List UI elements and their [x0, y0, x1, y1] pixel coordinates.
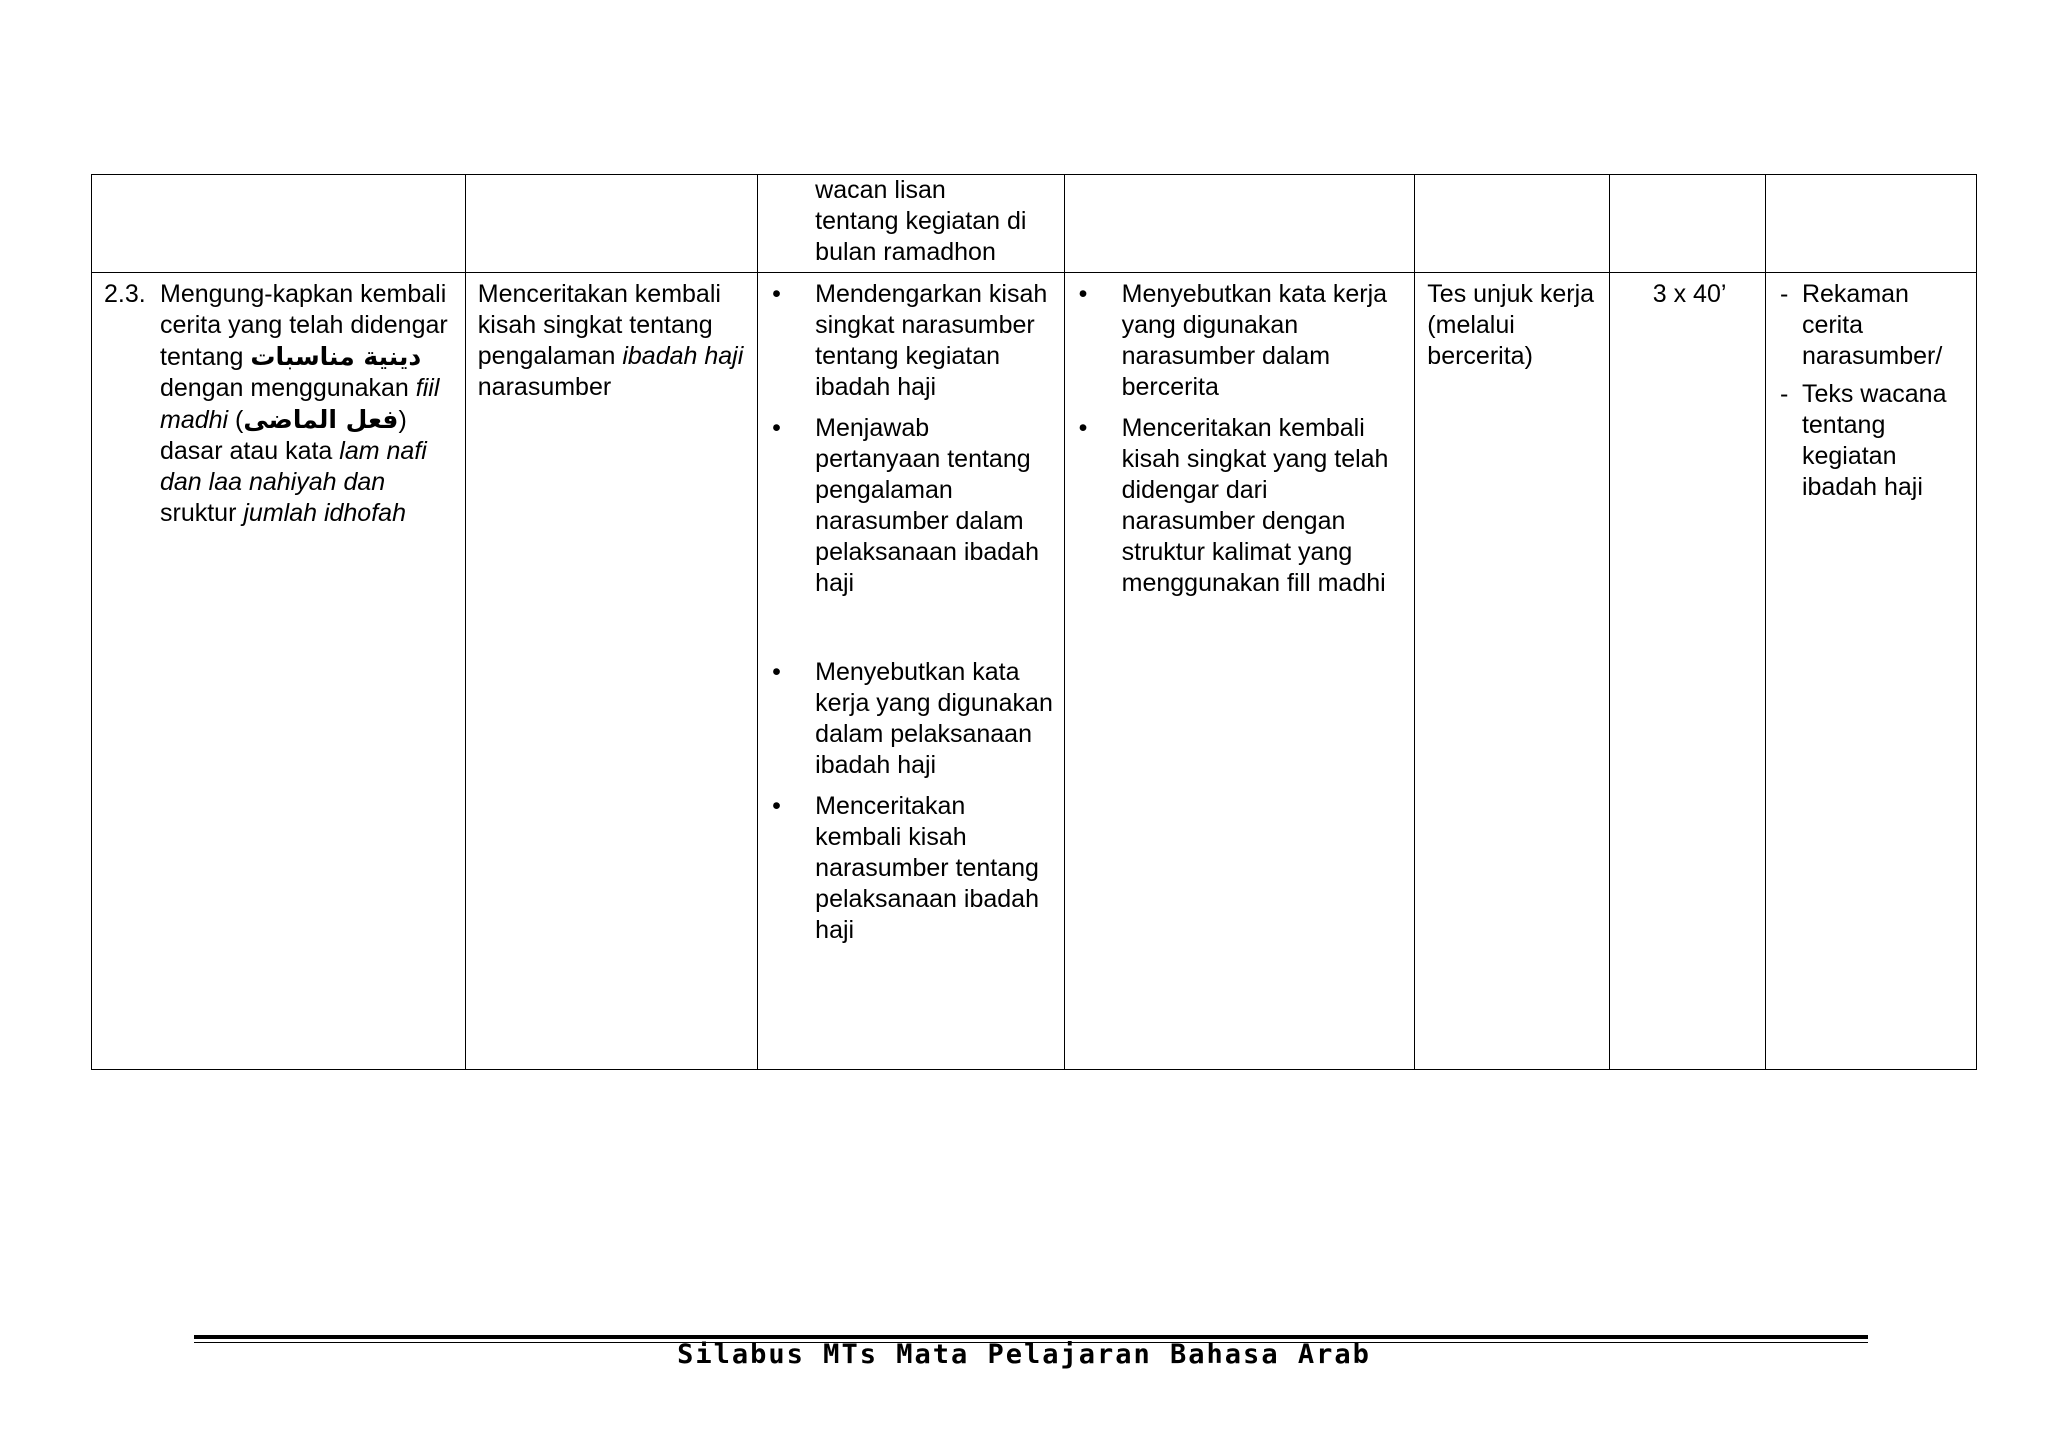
italic-term: ibadah haji [622, 342, 744, 370]
kegiatan-list [770, 279, 1055, 946]
list-item: - Rekaman cerita narasumber/ [1778, 279, 1968, 372]
text-run: dengan menggunakan [160, 374, 416, 402]
table-row-continuation [92, 175, 1977, 273]
silabus-table [91, 174, 1977, 1070]
kd-text [160, 279, 461, 529]
italic-term: lam nafi dan laa nahiyah dan [160, 437, 427, 496]
cell-kegiatan-continuation [758, 175, 1064, 273]
cell-indikator [1064, 175, 1415, 273]
text-run: Mengung-kapkan kembali cerita yang telah didengar tentang [160, 280, 448, 371]
list-item: • Menceritakan kembali kisah narasumber tentang pelaksanaan ibadah haji [770, 791, 1055, 946]
table-row [92, 273, 1977, 1070]
cell-materi [465, 175, 757, 273]
text-run: sruktur [160, 499, 244, 527]
cell-sumber [1765, 175, 1976, 273]
text-line: bulan ramadhon [815, 238, 996, 266]
italic-term: fiil madhi [160, 374, 440, 434]
cell-kegiatan [758, 273, 1064, 1070]
list-item: • Menjawab pertanyaan tentang pengalaman narasumber dalam pelaksanaan ibadah haji [770, 413, 1055, 599]
cell-penilaian: Tes unjuk kerja (melalui bercerita) [1415, 273, 1610, 1070]
arabic-text: فعل الماضى [243, 405, 399, 434]
list-item: - Teks wacana tentang kegiatan ibadah haji [1778, 379, 1968, 503]
indikator-list [1077, 279, 1407, 599]
arabic-text: دينية مناسبات [250, 342, 422, 371]
cell-alokasi-waktu: 3 x 40’ [1610, 273, 1766, 1070]
text-run: narasumber [477, 373, 612, 401]
cell-kompetensi-dasar [92, 175, 466, 273]
sumber-list [1778, 279, 1968, 503]
list-item: • Mendengarkan kisah singkat narasumber tentang kegiatan ibadah haji [770, 279, 1055, 403]
cell-materi [465, 273, 757, 1070]
list-item: • Menceritakan kembali kisah singkat yang telah didengar dari narasumber dengan struktur kalimat yang menggunakan fill madhi [1077, 413, 1407, 599]
italic-term: jumlah idhofah [243, 499, 406, 527]
cell-indikator [1064, 273, 1415, 1070]
cell-penilaian [1415, 175, 1610, 273]
list-item: • Menyebutkan kata kerja yang digunakan dalam pelaksanaan ibadah haji [770, 657, 1055, 781]
kegiatan-continuation-text [770, 175, 1055, 268]
cell-kompetensi-dasar [92, 273, 466, 1070]
cell-alokasi-waktu [1610, 175, 1766, 273]
kd-number: 2.3. [104, 280, 146, 308]
text-run: ( [228, 406, 244, 434]
footer-title: Silabus MTs Mata Pelajaran Bahasa Arab [677, 1339, 1371, 1370]
text-run: ) dasar atau kata [160, 406, 407, 465]
text-run: Menceritakan kembali kisah singkat tentang pengalaman [477, 280, 721, 370]
text-line: tentang kegiatan di [815, 207, 1027, 235]
text-line: wacan lisan [815, 176, 946, 204]
cell-sumber [1765, 273, 1976, 1070]
list-item: • Menyebutkan kata kerja yang digunakan narasumber dalam bercerita [1077, 279, 1407, 403]
